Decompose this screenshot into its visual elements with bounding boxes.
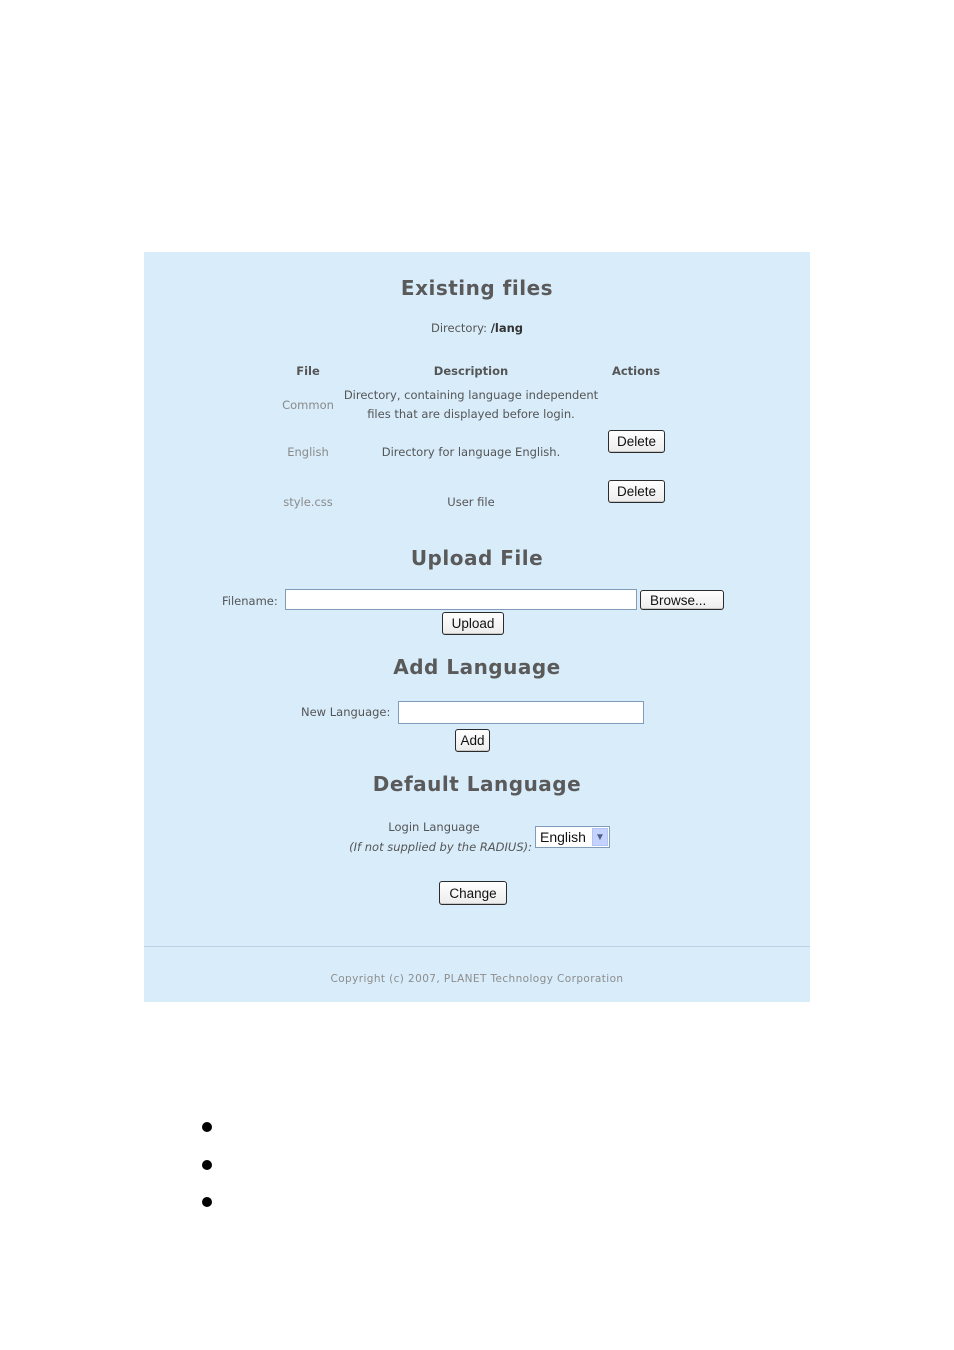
directory-label: Directory: bbox=[430, 321, 488, 335]
login-language-label-group bbox=[334, 820, 534, 834]
login-language-label: Login Language bbox=[388, 820, 480, 834]
browse-button[interactable]: Browse... bbox=[640, 590, 724, 610]
language-settings-panel bbox=[144, 252, 810, 1002]
column-header-file: File bbox=[296, 364, 320, 378]
new-language-input[interactable] bbox=[398, 701, 644, 724]
file-name-english: English bbox=[287, 445, 329, 459]
upload-button[interactable]: Upload bbox=[442, 612, 504, 635]
bullet-point bbox=[202, 1197, 212, 1207]
footer-divider bbox=[144, 946, 810, 947]
file-description-style-css: User file bbox=[447, 495, 495, 509]
description-line: files that are displayed before login. bbox=[367, 407, 575, 421]
default-language-heading: Default Language bbox=[372, 772, 582, 796]
copyright-text: Copyright (c) 2007, PLANET Technology Corporation bbox=[330, 973, 624, 985]
existing-files-heading: Existing files bbox=[400, 276, 554, 300]
filename-label: Filename: bbox=[222, 594, 278, 608]
bullet-point bbox=[202, 1122, 212, 1132]
file-name-common: Common bbox=[282, 398, 334, 412]
delete-style-css-button[interactable]: Delete bbox=[608, 480, 665, 503]
chevron-down-icon[interactable]: ▼ bbox=[592, 828, 608, 846]
new-language-label: New Language: bbox=[301, 705, 391, 719]
add-button[interactable]: Add bbox=[455, 729, 490, 752]
file-description-english: Directory for language English. bbox=[381, 445, 561, 459]
upload-file-heading: Upload File bbox=[410, 546, 544, 570]
add-language-heading: Add Language bbox=[393, 655, 561, 679]
login-language-selected: English bbox=[540, 829, 586, 845]
column-header-actions: Actions bbox=[611, 364, 661, 378]
login-language-select[interactable] bbox=[535, 826, 610, 848]
directory-line bbox=[144, 321, 810, 335]
bullet-point bbox=[202, 1160, 212, 1170]
directory-value: /lang bbox=[490, 321, 524, 335]
column-header-description: Description bbox=[433, 364, 509, 378]
file-description-common bbox=[336, 388, 606, 421]
login-language-note: (If not supplied by the RADIUS): bbox=[349, 840, 532, 854]
delete-english-button[interactable]: Delete bbox=[608, 430, 665, 453]
file-name-style-css: style.css bbox=[283, 495, 333, 509]
change-button[interactable]: Change bbox=[439, 881, 507, 905]
description-line: Directory, containing language independent bbox=[343, 388, 599, 402]
filename-input[interactable] bbox=[285, 589, 637, 610]
